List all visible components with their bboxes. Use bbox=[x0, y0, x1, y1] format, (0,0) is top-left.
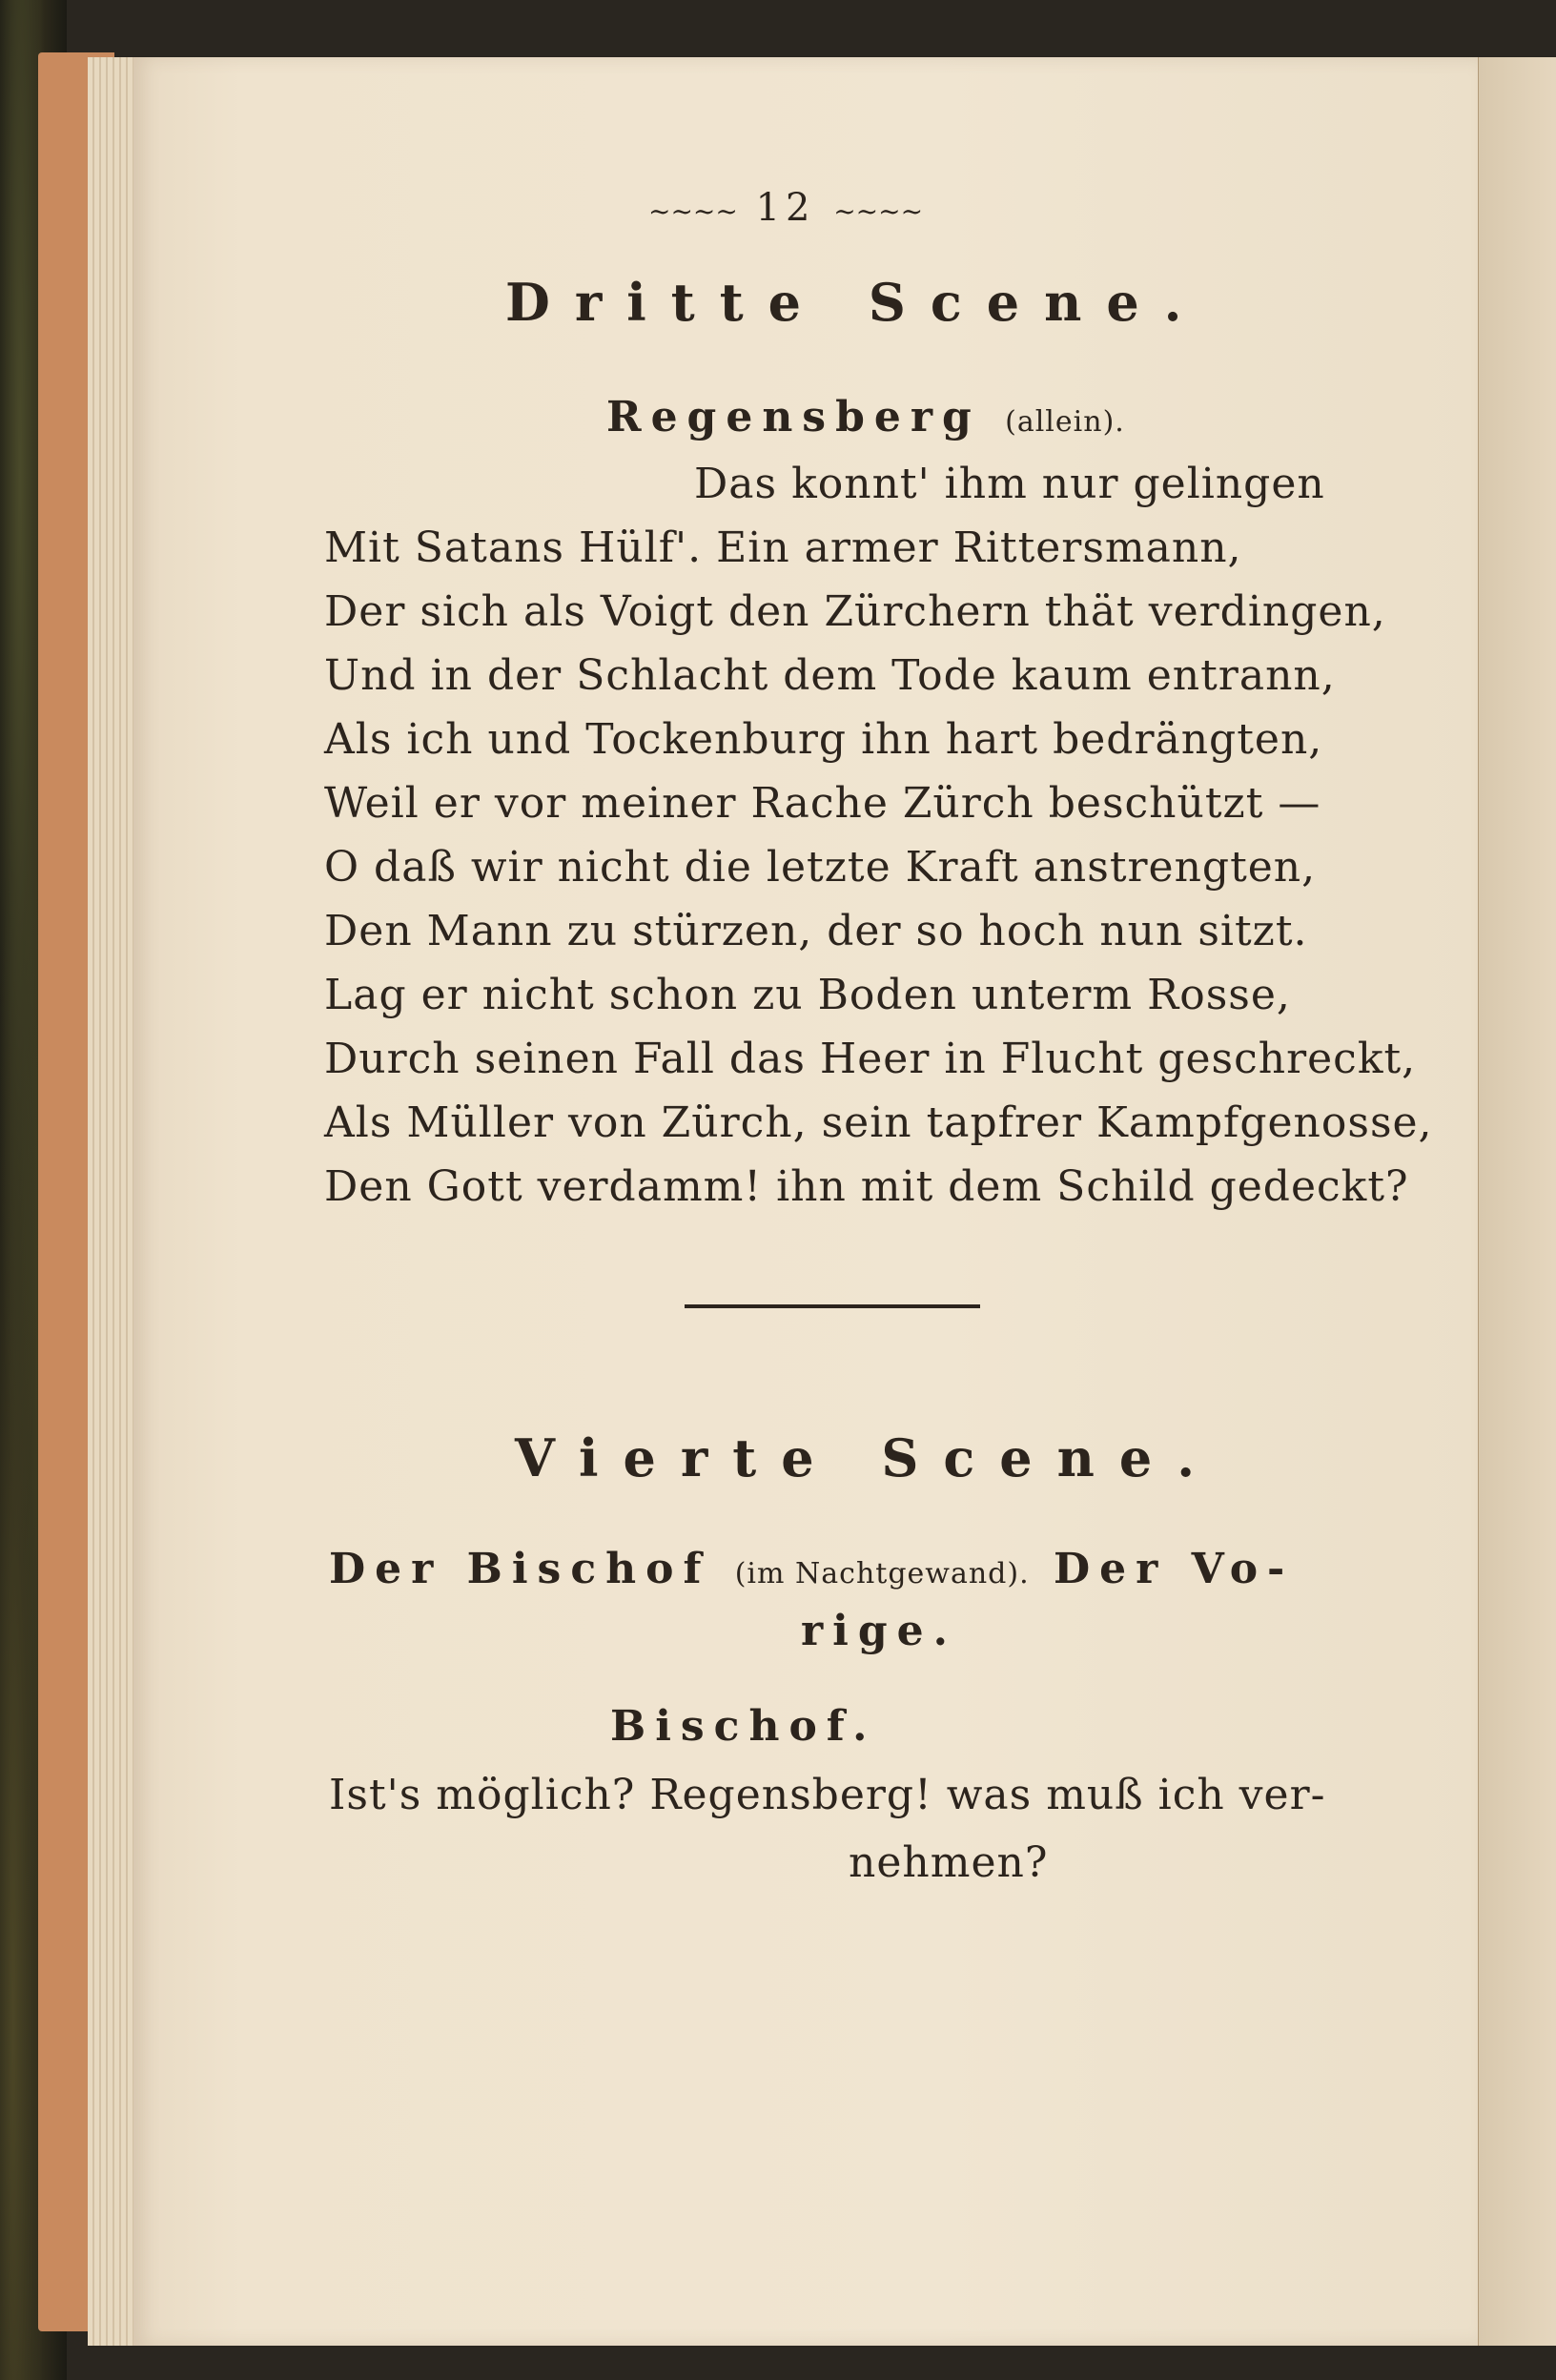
verse-line: O daß wir nicht die letzte Kraft anstrengten, bbox=[324, 843, 1317, 892]
stage-direction: (allein). bbox=[1005, 405, 1125, 439]
verse-line: nehmen? bbox=[849, 1838, 1049, 1887]
verse-line: Weil er vor meiner Rache Zürch beschützt — bbox=[324, 779, 1321, 828]
verse-line: Das konnt' ihm nur gelingen bbox=[694, 460, 1325, 508]
stage-direction: (im Nachtgewand). bbox=[734, 1557, 1030, 1590]
verse-line: Den Gott verdamm! ihn mit dem Schild gedeckt? bbox=[324, 1162, 1409, 1211]
verse-line: Als ich und Tockenburg ihn hart bedrängten, bbox=[324, 715, 1323, 764]
verse-line: Lag er nicht schon zu Boden unterm Rosse, bbox=[324, 971, 1291, 1019]
speaker-name: Regensberg bbox=[606, 393, 981, 441]
verse-line: Den Mann zu stürzen, der so hoch nun sitzt. bbox=[324, 907, 1308, 955]
cast-vorige: Der Vo- bbox=[1053, 1545, 1295, 1593]
scene-heading-4: Vierte Scene. bbox=[515, 1427, 1220, 1488]
adjacent-page bbox=[1476, 57, 1556, 2346]
section-divider bbox=[685, 1304, 980, 1308]
ornament-left: ~~~~ bbox=[648, 195, 738, 227]
verse-line: Der sich als Voigt den Zürchern thät verdingen, bbox=[324, 587, 1386, 636]
verse-line: Und in der Schlacht dem Tode kaum entrann, bbox=[324, 651, 1336, 700]
ornament-right: ~~~~ bbox=[833, 195, 924, 227]
page-number-line bbox=[648, 186, 923, 230]
cast-list bbox=[329, 1545, 1294, 1593]
speaker-bischof: Bischof. bbox=[610, 1702, 877, 1751]
verse-line: Als Müller von Zürch, sein tapfrer Kampfgenosse, bbox=[324, 1098, 1433, 1147]
verse-line: Durch seinen Fall das Heer in Flucht geschreckt, bbox=[324, 1035, 1417, 1083]
speaker-regensberg bbox=[606, 393, 1125, 441]
scene-heading-3: Dritte Scene. bbox=[505, 272, 1207, 333]
cast-continuation: rige. bbox=[801, 1607, 957, 1655]
page-number: 12 bbox=[755, 186, 816, 230]
cast-bischof: Der Bischof bbox=[329, 1545, 711, 1593]
verse-line: Ist's möglich? Regensberg! was muß ich ver- bbox=[329, 1771, 1326, 1819]
verse-line: Mit Satans Hülf'. Ein armer Rittersmann, bbox=[324, 523, 1242, 572]
